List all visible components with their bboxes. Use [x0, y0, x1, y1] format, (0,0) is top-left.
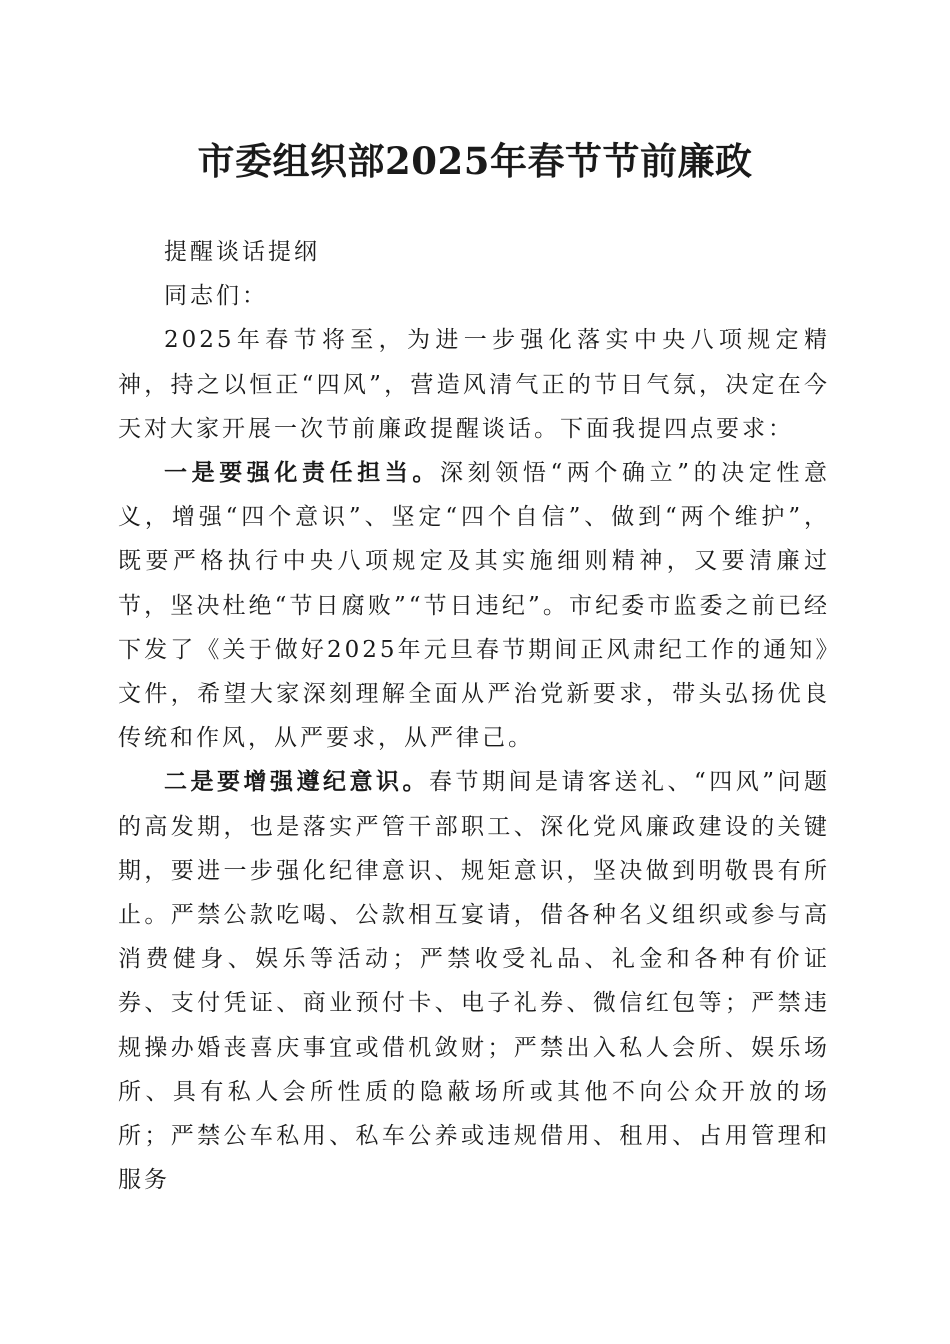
point-paragraph-1: [118, 451, 830, 760]
point-text: 深刻领悟“两个确立”的决定性意义，增强“四个意识”、坚定“四个自信”、做到“两个维护”，既要严格执行中央八项规定及其实施细则精神，又要清廉过节，坚决杜绝“节日腐败”“节日违纪”。市纪委市监委之前已经下发了《关于做好2025年元旦春节期间正风肃纪工作的通知》文件，希望大家深刻理解全面从严治党新要求，带头弘扬优良传统和作风，从严要求，从严律己。: [118, 460, 830, 752]
point-paragraph-2: [118, 760, 830, 1202]
point-text: 春节期间是请客送礼、“四风”问题的高发期，也是落实严管干部职工、深化党风廉政建设的关键期，要进一步强化纪律意识、规矩意识，坚决做到明敬畏有所止。严禁公款吃喝、公款相互宴请，借各种名义组织或参与高消费健身、娱乐等活动；严禁收受礼品、礼金和各种有价证券、支付凭证、商业预付卡、电子礼券、微信红包等；严禁违规操办婚丧喜庆事宜或借机敛财；严禁出入私人会所、娱乐场所、具有私人会所性质的隐蔽场所或其他不向公众开放的场所；严禁公车私用、私车公养或违规借用、租用、占用管理和服务: [118, 769, 830, 1194]
point-heading: 一是要强化责任担当。: [164, 459, 441, 487]
point-heading: 二是要增强遵纪意识。: [164, 768, 429, 796]
salutation: 同志们：: [164, 283, 268, 310]
document-subtitle: 提醒谈话提纲: [164, 239, 320, 265]
intro-paragraph: 2025年春节将至，为进一步强化落实中央八项规定精神，持之以恒正“四风”，营造风清气正的节日气氛，决定在今天对大家开展一次节前廉政提醒谈话。下面我提四点要求：: [118, 327, 830, 442]
document-body: [118, 230, 830, 1202]
document-title: 市委组织部2025年春节节前廉政: [197, 139, 753, 183]
